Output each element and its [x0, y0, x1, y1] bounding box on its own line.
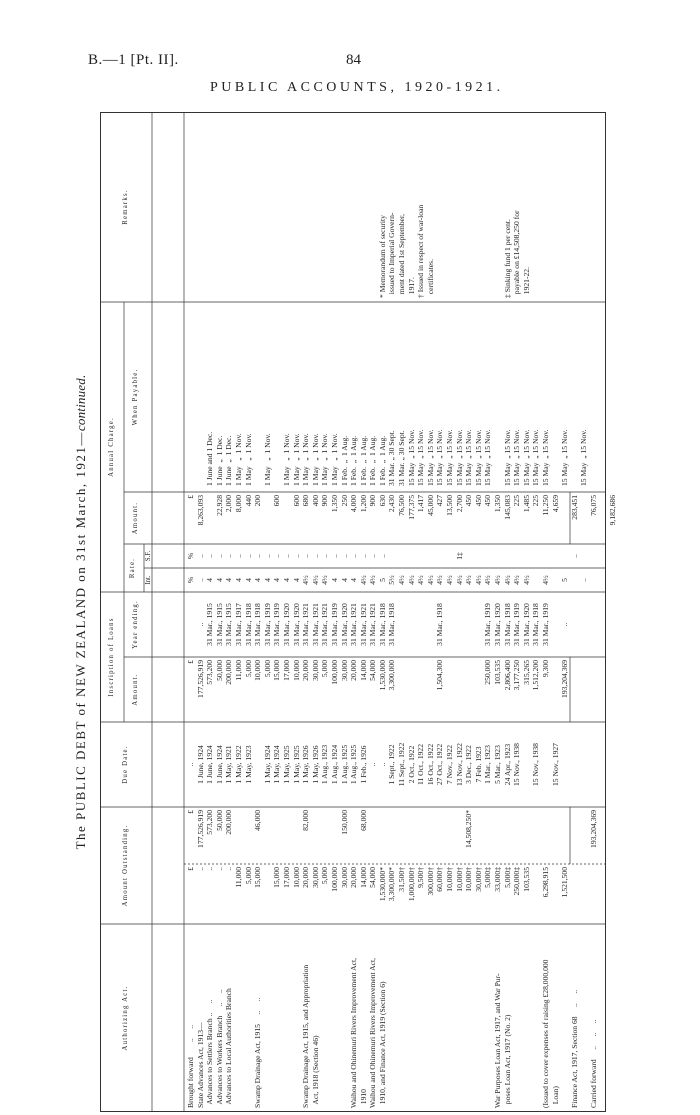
table-caption: The PUBLIC DEBT of NEW ZEALAND on 31st March, 1921—continued. [73, 374, 88, 850]
column-rate-int: % .. 4 4 4 4 4 4 4 4 4 4 4½ 4½ 4½ 4 4 4 4½ 4½ 5 5½ 4½ 4½ 4½ 4½ 4½ 4½ 4½ 4½ 4½ 4½ 4½ 4½ 4½ 4½ 4½ 5 .. [186, 575, 589, 585]
header-inscription: Inscription of Loans [108, 617, 115, 697]
page-number: 84 [346, 52, 361, 68]
column-amount-outstanding-detail: £ .. .. .. .. 11,000 5,000 15,000 15,000 17,000 10,000 20,000 30,000 5,000 100,000 30,000 20,000 14,000 54,000 1,530,000* 3,300,000* 31,500† 1,000,000† 9,500† 300,000† 60,000† 10,000† 10,000† 10,000† 30,000† 5,000‡ 33,000‡ 5,000‡ 250,000‡ 103,535 6,298,915 1,521,500 [186, 867, 570, 902]
header-annual-charge: Annual Charge. [108, 417, 115, 477]
column-inscription-amount: £ 177,526,919 573,200 50,000 200,000 11,000 5,000 10,000 5,000 15,000 17,000 10,000 20,000 30,000 5,000 100,000 30,000 20,000 14,000 54,000 1,530,000 3,300,000 1,504,300 250,000 103,535 2,806,400 3,177,250 315,265 1,512,200 9,300 193,204,369 [186, 660, 570, 698]
header-inscription-amount: Amount. [132, 673, 139, 706]
column-authorizing-act: Brought forward .. .. State Advances Act, 1913— Advances to Settlers Branch .. .. Advances to Workers Branch .. .. Advances to Local Authorities Branch Swamp Drainage Act, 1915 .. .. Swamp Drainage Act, 1915, and Appropriation Act, 1918 (Section 46) Waihou and Ohinemuri Rivers Improvement Act, 1910 Waihou and Ohinemuri Rivers Improvement Act, 1910, and Finance Act, 1919 (Section 6) War Purposes Loan Act, 1917, and War Pur- poses Loan Act, 1917 (No. 2) (Issued to cover expenses of raising £28,000,000 Loan) Finance Act, 1917, Section 68 .. .. Carried forward .. .. .. [186, 958, 598, 1108]
header-remarks: Remarks. [122, 189, 129, 225]
header-amount-outstanding: Amount Outstanding. [122, 824, 129, 907]
header-inscription-year: Year ending. [132, 600, 139, 649]
column-when-payable: 1 June and 1 Dec. 1 June „ 1 Dec. 1 June „ 1 Dec. 1 May „ 1 Nov. 1 May „ 1 Nov. 1 May „ 1 Nov. 1 May „ 1 Nov. 1 May „ 1 Nov. 1 May „ 1 Nov. 1 May „ 1 Nov. 1 May „ 1 Nov. 1 May „ 1 Nov. 1 Feb. „ 1 Aug. 1 Feb. „ 1 Aug. 1 Feb. „ 1 Aug. 1 Feb. „ 1 Aug. 1 Feb. „ 1 Aug. 31 Mar. „ 30 Sept. 31 Mar. „ 30 Sept. 15 May „ 15 Nov. 15 May „ 15 Nov. 15 May „ 15 Nov. 15 May „ 15 Nov. 15 May „ 15 Nov. 15 May „ 15 Nov. 15 May „ 15 Nov. 15 May „ 15 Nov. 15 May „ 15 Nov. 15 May „ 15 Nov. 15 May „ 15 Nov. 15 May „ 15 Nov. 15 May „ 15 Nov. 15 May „ 15 Nov. 15 May „ 15 Nov. 15 May „ 15 Nov. [205, 429, 589, 486]
header-when-payable: When Payable. [132, 368, 139, 426]
column-amount-outstanding-total: £ 177,526,919 573,200 50,000 200,000 46,000 82,000 150,000 68,000 14,508,250* 193,204,369 [186, 810, 598, 848]
column-rate-sf: % .. .. .. .. .. .. .. .. .. .. .. .. .. .. .. .. .. .. .. .. 1‡ .. [186, 552, 579, 560]
column-annual-amount: £ 8,263,093 22,928 2,000 8,000 440 200 600 600 680 400 900 1,350 250 4,000 1,200 900 630 2,430 76,500 177,375 1,417 45,000 427 13,500 2,700 450 450 450 1,350 145,083 225 1,485 225 11,250 4,659 283,451 76,075 9,182,686 [186, 495, 618, 526]
header-rate: Rate. [129, 557, 136, 579]
page-title: PUBLIC ACCOUNTS, 1920-1921. [210, 80, 504, 95]
column-remarks: * Memorandum of security issued to Imperial Govern- ment dated 1st September, 1917. † Issued in respect of war-loan certificates. ‡ Sinking fund 1 per cent. payable on £14,508,250 for 1921-22. [377, 204, 531, 298]
header-due-date: Due Date. [122, 745, 129, 784]
header-rate-int: Int. [145, 575, 152, 585]
header-annual-amount: Amount. [132, 501, 139, 535]
header-rate-sf: S.F. [145, 550, 152, 562]
header-authorizing-act: Authorizing Act. [122, 985, 129, 1051]
document-reference: B.—1 [Pt. II]. [88, 52, 179, 68]
column-due-date: .. 1 June, 1924 1 June, 1924 1 June, 1924 1 May, 1921 1 May, 1922 1 May, 1923 1 May, 1924 1 May, 1924 1 May, 1925 1 May, 1925 1 May, 1926 1 May, 1926 1 Aug., 1923 1 Aug., 1924 1 Aug., 1925 1 Aug., 1925 1 Feb., 1926 .. .. 1 Sept., 1922 11 Sept., 1922 2 Oct., 1922 11 Oct., 1922 16 Oct., 1922 27 Oct., 1922 7 Nov., 1922 13 Nov., 1922 3 Dec., 1922 7 Feb. 1923 1 Mar., 1923 5 Mar., 1923 24 Apr., 1923 15 Nov., 1938 15 Nov., 1938 15 Nov., 1927 [186, 742, 560, 787]
column-inscription-year: .. 31 Mar., 1915 31 Mar., 1915 31 Mar., 1915 31 Mar., 1917 31 Mar., 1918 31 Mar., 1918 31 Mar., 1919 31 Mar., 1919 31 Mar., 1920 31 Mar., 1920 31 Mar., 1921 31 Mar., 1921 31 Mar., 1921 31 Mar., 1919 31 Mar., 1920 31 Mar., 1921 31 Mar., 1921 31 Mar., 1921 31 Mar., 1918 31 Mar., 1918 31 Mar., 1918 31 Mar., 1919 31 Mar., 1920 31 Mar., 1918 31 Mar., 1919 31 Mar., 1920 31 Mar., 1918 31 Mar., 1919 .. [195, 603, 570, 646]
public-debt-table [73, 112, 618, 1112]
